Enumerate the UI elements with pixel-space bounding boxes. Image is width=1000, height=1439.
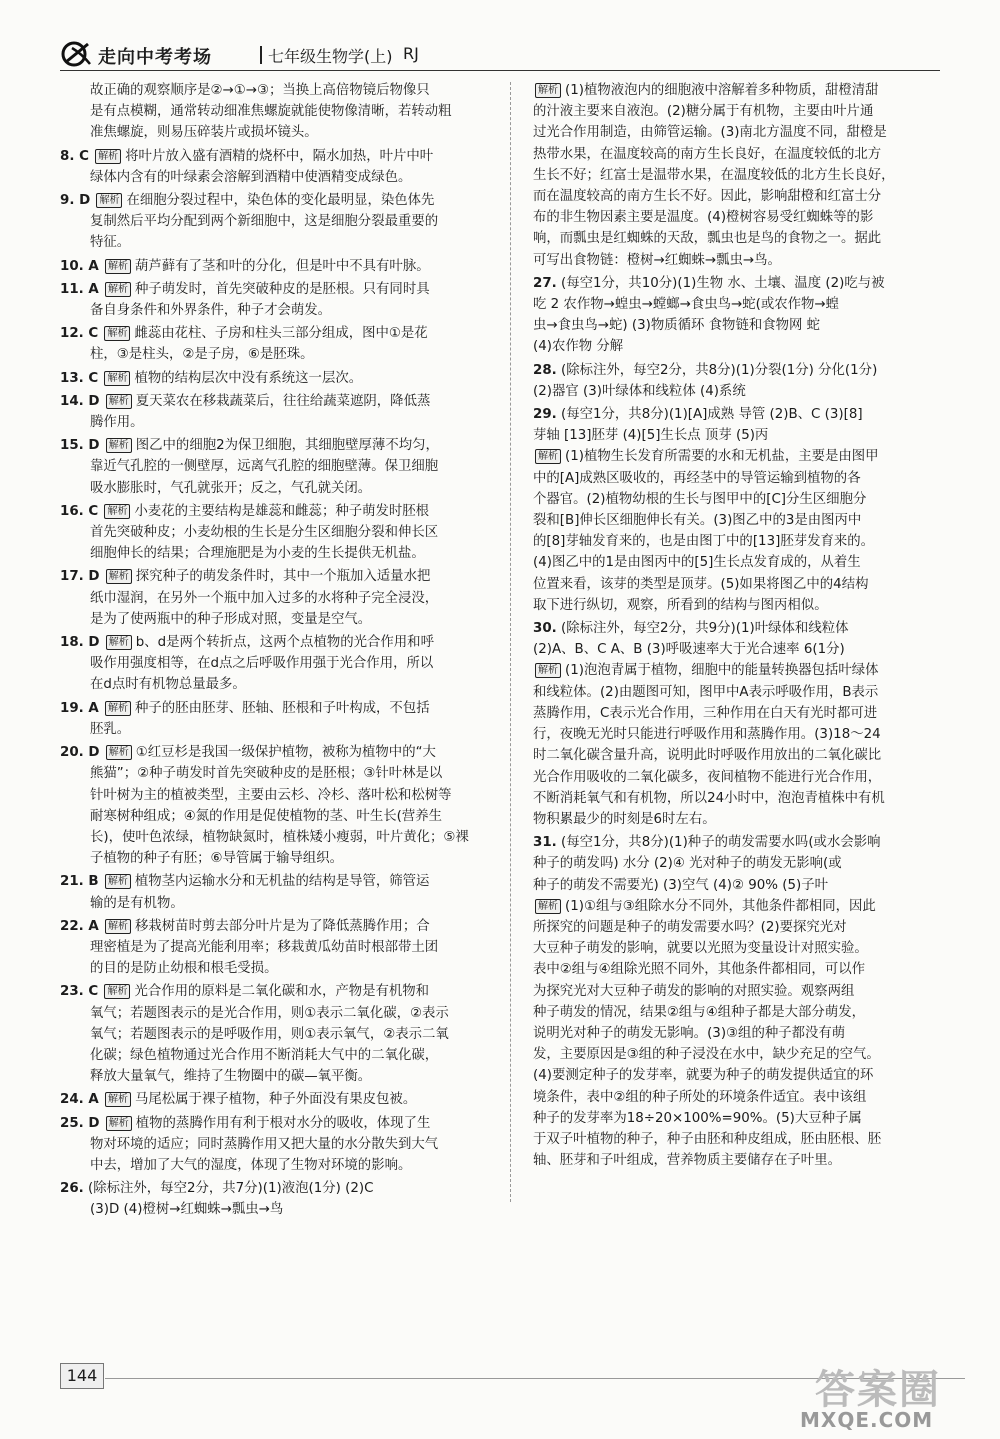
text-line: 虫→食虫鸟→蛇) (3)物质循环 食物链和食物网 蛇	[533, 318, 821, 334]
text-line: 化碳；绿色植物通过光合作用不断消耗大气中的二氧化碳，	[90, 1047, 439, 1063]
brand-logo-icon	[60, 40, 94, 68]
answer-item-29	[533, 404, 945, 616]
text-line: 蒸腾作用，C表示光合作用，三种作用在白天有光时都可进	[533, 705, 878, 721]
text-line: 的[8]芽轴发育来的，也是由图丁中的[13]胚芽发育来的。	[533, 534, 875, 550]
text-line: 热带水果，在温度较高的南方生长良好，在温度较低的北方	[533, 146, 882, 162]
answer-item-23	[60, 981, 490, 1087]
right-column	[533, 80, 945, 1171]
text-line: 耐寒树种组成；④氮的作用是促使植物的茎、叶生长(营养生	[90, 808, 442, 824]
text-line: 个器官。(2)植物幼根的生长与图甲中的[C]分生区细胞分	[533, 491, 867, 507]
text-line: 吸水膨胀时，气孔就张开；反之，气孔就关闭。	[90, 480, 372, 496]
text-line: 子植物的种子有胚；⑥导管属于输导组织。	[90, 851, 344, 867]
answer-number: 31.	[533, 835, 557, 851]
text-line: 针叶树为主的植被类型，主要由云杉、冷杉、落叶松和松树等	[90, 787, 452, 803]
answer-number: 18. D	[60, 635, 100, 651]
text-line: 在d点时有机物总量最多。	[90, 677, 246, 693]
answer-item-18	[60, 632, 490, 696]
answer-item-22	[60, 916, 490, 980]
header-separator	[260, 46, 262, 64]
text-line: (每空1分，共8分)(1)[A]成熟 导管 (2)B、C (3)[8]	[561, 407, 863, 423]
answer-number: 20. D	[60, 745, 100, 761]
answer-item-26	[60, 1178, 490, 1220]
text-line: 长)，使叶色浓绿，植物缺氮时，植株矮小瘦弱，叶片黄化；⑤裸	[90, 829, 469, 845]
answer-item-9	[60, 190, 490, 254]
analysis-tag: 解析	[106, 635, 132, 650]
text-line: 而在温度较高的南方生长不好。因此，影响甜橙和红富士分	[533, 189, 882, 205]
answer-number: 28.	[533, 362, 557, 378]
text-line: 雌蕊由花柱、子房和柱头三部分组成，图中①是花	[134, 326, 428, 342]
analysis-tag: 解析	[535, 83, 561, 98]
text-line: 吃 2 农作物→蝗虫→螳螂→食虫鸟→蛇(或农作物→蝗	[533, 297, 839, 313]
text-line: 图乙中的细胞2为保卫细胞，其细胞壁厚薄不均匀，	[135, 438, 439, 454]
text-line: 氧气；若题图表示的是光合作用，则①表示二氧化碳，②表示	[90, 1005, 449, 1021]
text-line: 柱，③是柱头，②是子房，⑥是胚珠。	[90, 347, 314, 363]
page-number: 144	[60, 1363, 104, 1389]
answer-item-21	[60, 871, 490, 913]
text-line: 于双子叶植物的种子，种子由胚和种皮组成，胚由胚根、胚	[533, 1131, 882, 1147]
text-line: 过光合作用制造，由筛管运输。(3)南北方温度不同，甜橙是	[533, 125, 887, 141]
text-line: 可写出食物链：橙树→红蜘蛛→瓢虫→鸟。	[533, 252, 781, 268]
analysis-tag: 解析	[104, 984, 130, 999]
answer-number: 26.	[60, 1181, 84, 1197]
text-line: 理密植是为了提高光能利用率；移栽黄瓜幼苗时根部带土团	[90, 939, 439, 955]
analysis-tag: 解析	[106, 394, 132, 409]
text-line: (1)泡泡青属于植物，细胞中的能量转换器包括叶绿体	[565, 663, 879, 679]
column-divider	[510, 82, 511, 1202]
text-line: 氧气；若题图表示的是呼吸作用，则①表示氧气，②表示二氧	[90, 1026, 449, 1042]
text-line: 释放大量氧气，维持了生物圈中的碳—氧平衡。	[90, 1069, 372, 1085]
text-line: 位置来看，该芽的类型是顶芽。(5)如果将图乙中的4结构	[533, 576, 869, 592]
left-column	[60, 80, 490, 1221]
answer-number: 19. A	[60, 700, 99, 716]
text-line: 芽轴 [13]胚芽 (4)[5]生长点 顶芽 (5)丙	[533, 428, 769, 444]
answer-item-26-analysis	[533, 80, 945, 271]
analysis-tag: 解析	[105, 1092, 131, 1107]
answer-item-16	[60, 501, 490, 565]
answer-item-20	[60, 742, 490, 869]
text-line: 取下进行纵切，观察，所看到的结构与图丙相似。	[533, 597, 828, 613]
text-line: (2)A、B、C A、B (3)呼吸速率大于光合速率 6(1分)	[533, 642, 845, 658]
text-line: 种子的发芽率为18÷20×100%=90%。(5)大豆种子属	[533, 1110, 862, 1126]
text-line: 植物的蒸腾作用有利于根对水分的吸收，体现了生	[135, 1115, 431, 1131]
page-header	[60, 40, 960, 70]
answer-item-11	[60, 279, 490, 321]
answer-number: 13. C	[60, 370, 99, 386]
text-line: 和线粒体。(2)由题图可知，图甲中A表示呼吸作用，B表示	[533, 684, 879, 700]
answer-item-24	[60, 1089, 490, 1110]
answer-number: 23. C	[60, 984, 99, 1000]
text-line: 大豆种子萌发的影响，就要以光照为变量设计对照实验。	[533, 941, 868, 957]
answer-item-8	[60, 146, 490, 188]
text-line: 行，夜晚无光时只能进行呼吸作用和蒸腾作用。(3)18～24	[533, 727, 881, 743]
answer-number: 29.	[533, 407, 557, 423]
text-line: (4)图乙中的1是由图丙中的[5]生长点发育成的，从着生	[533, 555, 861, 571]
text-line: 是有点模糊，通常转动细准焦螺旋就能使物像清晰，若转动粗	[90, 104, 452, 120]
answer-item-27	[533, 273, 945, 358]
text-line: 故正确的观察顺序是②→①→③；当换上高倍物镜后物像只	[90, 83, 430, 98]
analysis-tag: 解析	[535, 899, 561, 914]
text-line: (2)器官 (3)叶绿体和线粒体 (4)系统	[533, 383, 746, 399]
text-line: (1)植物液泡内的细胞液中溶解着多种物质，甜橙清甜	[565, 83, 879, 98]
text-line: 是为了使两瓶中的种子形成对照，变量是空气。	[90, 611, 372, 627]
text-line: 葫芦藓有了茎和叶的分化，但是叶中不具有叶脉。	[135, 258, 430, 274]
analysis-tag: 解析	[104, 371, 130, 386]
text-line: 种子的萌发吗) 水分 (2)④ 光对种子的萌发无影响(或	[533, 856, 842, 872]
analysis-tag: 解析	[535, 449, 561, 464]
text-line: 说明光对种子的萌发无影响。(3)③组的种子都没有萌	[533, 1025, 846, 1041]
analysis-tag: 解析	[105, 919, 131, 934]
answer-item-31	[533, 832, 945, 1171]
text-line: 裂和[B]伸长区细胞伸长有关。(3)图乙中的3是由图丙中	[533, 513, 862, 529]
answer-number: 21. B	[60, 874, 99, 890]
text-line: 种子萌发时，首先突破种皮的是胚根。只有同时具	[135, 281, 430, 297]
analysis-tag: 解析	[535, 663, 561, 678]
text-line: 移栽树苗时剪去部分叶片是为了降低蒸腾作用；合	[135, 918, 430, 934]
text-line: 种子的萌发不需要光) (3)空气 (4)② 90% (5)子叶	[533, 877, 828, 893]
edition-label: RJ	[403, 44, 419, 63]
text-line: b、d是两个转折点，这两个点植物的光合作用和呼	[135, 635, 434, 651]
text-line: 胚乳。	[90, 721, 131, 737]
brand-title: 走向中考考场	[98, 47, 212, 68]
answer-number: 25. D	[60, 1115, 100, 1131]
analysis-tag: 解析	[95, 149, 121, 164]
text-line: 的目的是防止幼根和根毛受损。	[90, 961, 278, 977]
text-line: 的汁液主要来自液泡。(2)糖分属于有机物，主要由叶片通	[533, 104, 874, 120]
text-line: 马尾松属于裸子植物，种子外面没有果皮包被。	[135, 1092, 417, 1108]
answer-item-25	[60, 1113, 490, 1177]
text-line: 轴、胚芽和子叶组成，营养物质主要储存在子叶里。	[533, 1153, 841, 1169]
answer-number: 11. A	[60, 281, 99, 297]
text-line: 光合作用的原料是二氧化碳和水，产物是有机物和	[134, 984, 430, 1000]
answer-number: 24. A	[60, 1092, 99, 1108]
text-line: (4)要测定种子的发芽率，就要为种子的萌发提供适宜的环	[533, 1068, 874, 1084]
analysis-tag: 解析	[106, 1116, 132, 1131]
text-line: (1)植物生长发育所需要的水和无机盐，主要是由图甲	[565, 449, 879, 465]
answer-item-13	[60, 368, 490, 389]
text-line: 中的[A]成熟区吸收的，再经茎中的导管运输到植物的各	[533, 470, 861, 486]
text-line: 物积累最少的时刻是6时左右。	[533, 811, 716, 827]
text-line: 夏天菜农在移栽蔬菜后，往往给蔬菜遮阴，降低蒸	[135, 393, 431, 409]
answer-number: 22. A	[60, 918, 99, 934]
text-line: 发，主要原因是③组的种子浸没在水中，缺少充足的空气。	[533, 1047, 880, 1063]
text-line: 靠近气孔腔的一侧壁厚，远离气孔腔的细胞壁薄。保卫细胞	[90, 459, 439, 475]
header-rule	[60, 70, 940, 71]
text-line: 植物的结构层次中没有系统这一层次。	[134, 370, 363, 386]
text-line: 种子的胚由胚芽、胚轴、胚根和子叶构成，不包括	[135, 700, 430, 716]
analysis-tag: 解析	[106, 745, 132, 760]
answer-number: 30.	[533, 621, 557, 637]
analysis-tag: 解析	[105, 874, 131, 889]
text-line: 细胞伸长的结果；合理施肥是为小麦的生长提供无机盐。	[90, 546, 425, 562]
text-line: 腾作用。	[90, 415, 144, 431]
analysis-tag: 解析	[105, 282, 131, 297]
text-line: 生长不好；红富士是温带水果，在温度较低的北方生长良好，	[533, 167, 895, 183]
answer-number: 17. D	[60, 569, 100, 585]
text-line: 吸作用强度相等，在d点之后呼吸作用强于光合作用，所以	[90, 656, 434, 672]
analysis-tag: 解析	[106, 569, 132, 584]
text-line: 特征。	[90, 235, 131, 251]
answer-continuation	[60, 80, 490, 144]
answer-number: 16. C	[60, 503, 99, 519]
text-line: (3)D (4)橙树→红蜘蛛→瓢虫→鸟	[90, 1202, 284, 1218]
text-line: 为探究光对大豆种子萌发的影响的对照实验。观察两组	[533, 983, 855, 999]
answer-number: 10. A	[60, 258, 99, 274]
subject-title: 七年级生物学(上)	[268, 47, 393, 66]
answer-item-17	[60, 566, 490, 630]
answer-item-28	[533, 360, 945, 402]
answer-number: 27.	[533, 275, 557, 291]
text-line: 响，而瓢虫是红蜘蛛的天敌，瓢虫也是鸟的食物之一。据此	[533, 231, 882, 247]
text-line: 首先突破种皮；小麦幼根的生长是分生区细胞分裂和伸长区	[90, 525, 439, 541]
text-line: 小麦花的主要结构是雄蕊和雌蕊；种子萌发时胚根	[134, 503, 430, 519]
text-line: 绿体内含有的叶绿素会溶解到酒精中使酒精变成绿色。	[90, 169, 412, 185]
answer-item-12	[60, 323, 490, 365]
analysis-tag: 解析	[105, 259, 131, 274]
watermark-logo-text: 答案圈	[815, 1366, 941, 1413]
text-line: (每空1分，共10分)(1)生物 水、土壤、温度 (2)吃与被	[561, 275, 885, 291]
text-line: (4)农作物 分解	[533, 339, 624, 355]
text-line: 中去，增加了大气的湿度，体现了生物对环境的影响。	[90, 1157, 412, 1173]
text-line: 种子萌发的情况，结果②组与④组种子都是大部分萌发，	[533, 1004, 865, 1020]
analysis-tag: 解析	[96, 193, 122, 208]
text-line: 物对环境的适应；同时蒸腾作用又把大量的水分散失到大气	[90, 1136, 439, 1152]
answer-item-10	[60, 256, 490, 277]
analysis-tag: 解析	[106, 438, 132, 453]
text-line: 备自身条件和外界条件，种子才会萌发。	[90, 303, 332, 319]
analysis-tag: 解析	[105, 701, 131, 716]
analysis-tag: 解析	[104, 504, 130, 519]
text-line: 所探究的问题是种子的萌发需要水吗？(2)要探究光对	[533, 919, 847, 935]
answer-item-19	[60, 698, 490, 740]
text-line: 探究种子的萌发条件时，其中一个瓶加入适量水把	[135, 569, 431, 585]
watermark-url: MXQE.COM	[800, 1408, 934, 1432]
text-line: 布的非生物因素主要是温度。(4)橙树容易受红蜘蛛等的影	[533, 210, 874, 226]
answer-number: 8. C	[60, 148, 89, 164]
text-line: 准焦螺旋，则易压碎装片或损坏镜头。	[90, 125, 318, 141]
text-line: 表中②组与④组除光照不同外，其他条件都相同，可以作	[533, 962, 865, 978]
text-line: (除标注外，每空2分，共7分)(1)液泡(1分) (2)C	[88, 1181, 374, 1197]
text-line: (除标注外，每空2分，共8分)(1)分裂(1分) 分化(1分)	[561, 362, 878, 378]
text-line: 不断消耗氧气和有机物，所以24小时中，泡泡青植株中有机	[533, 790, 885, 806]
text-line: 输的是有机物。	[90, 895, 184, 911]
answer-number: 9. D	[60, 193, 91, 209]
answer-number: 12. C	[60, 326, 99, 342]
text-line: 光合作用吸收的二氧化碳多，夜间植物不能进行光合作用，	[533, 769, 882, 785]
answer-item-14	[60, 391, 490, 433]
answer-item-15	[60, 435, 490, 499]
text-line: (除标注外，每空2分，共9分)(1)叶绿体和线粒体	[561, 621, 849, 637]
text-line: (每空1分，共8分)(1)种子的萌发需要水吗(或水会影响	[561, 835, 881, 851]
answer-number: 14. D	[60, 393, 100, 409]
text-line: 将叶片放入盛有酒精的烧杯中，隔水加热，叶片中叶	[125, 148, 434, 164]
text-line: 纸巾湿润，在另外一个瓶中加入过多的水将种子完全浸没，	[90, 590, 439, 606]
text-line: 植物茎内运输水分和无机盐的结构是导管，筛管运	[134, 874, 430, 890]
text-line: 复制然后平均分配到两个新细胞中，这是细胞分裂最重要的	[90, 214, 439, 230]
text-line: 在细胞分裂过程中，染色体的变化最明显，染色体先	[126, 193, 435, 209]
text-line: (1)①组与③组除水分不同外，其他条件都相同，因此	[565, 898, 876, 914]
analysis-tag: 解析	[104, 326, 130, 341]
text-line: 时二氧化碳含量升高，说明此时呼吸作用放出的二氧化碳比	[533, 748, 882, 764]
answer-item-30	[533, 618, 945, 830]
text-line: 境条件，表中②组的种子所处的环境条件适宜。表中该组	[533, 1089, 867, 1105]
answer-number: 15. D	[60, 438, 100, 454]
text-line: 熊猫”；②种子萌发时首先突破种皮的是胚根；③针叶林是以	[90, 766, 443, 782]
text-line: ①红豆杉是我国一级保护植物，被称为植物中的“大	[135, 745, 436, 761]
